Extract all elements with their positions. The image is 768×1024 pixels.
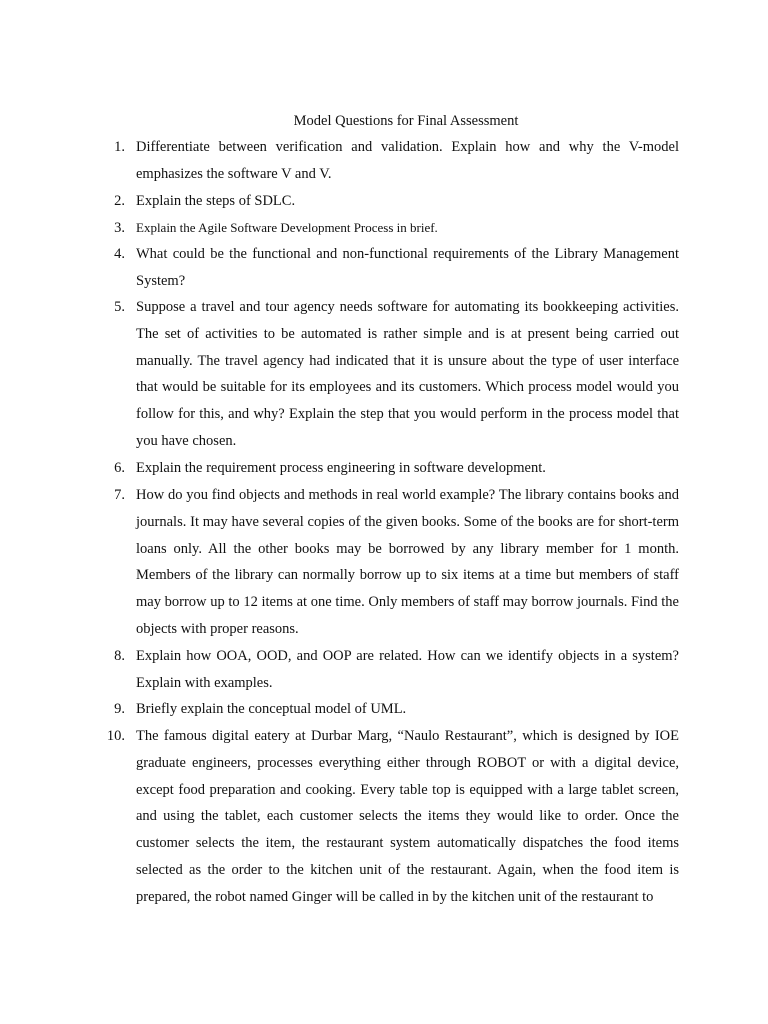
question-number: 8. <box>114 648 125 664</box>
question-text: Briefly explain the conceptual model of UML. <box>136 701 407 717</box>
question-number: 2. <box>114 193 125 209</box>
question-number: 10. <box>106 728 125 744</box>
question-number: 6. <box>114 460 125 476</box>
question-text: Explain the Agile Software Development Process in brief. <box>136 220 438 235</box>
question-text: Explain the requirement process engineering in software development. <box>136 460 546 476</box>
page-title: Model Questions for Final Assessment <box>293 113 519 129</box>
question-text: How do you find objects and methods in real world example? The library contains books and journals. It may have several copies of the given books. Some of the books are for short-term loans only. All the other books may be borrowed by any library member for 1 month. Members of the library can normally borrow up to six items at a time but members of staff may borrow up to 12 items at one time. Only members of staff may borrow journals. Find the objects with proper reasons. <box>136 487 679 637</box>
question-text: Explain the steps of SDLC. <box>136 193 296 209</box>
question-number: 5. <box>114 299 125 315</box>
question-number: 9. <box>114 701 125 717</box>
question-text: Suppose a travel and tour agency needs software for automating its bookkeeping activities. The set of activities to be automated is rather simple and is at present being carried out manually. The travel agency had indicated that it is unsure about the type of user interface that would be suitable for its employees and its customers. Which process model would you follow for this, and why? Explain the step that you would perform in the process model that you have chosen. <box>136 299 679 449</box>
question-number: 3. <box>114 220 125 236</box>
question-number: 4. <box>114 246 125 262</box>
question-text: What could be the functional and non-functional requirements of the Library Management System? <box>136 246 679 289</box>
question-text: Explain how OOA, OOD, and OOP are related. How can we identify objects in a system? Explain with examples. <box>136 648 679 691</box>
question-text: The famous digital eatery at Durbar Marg, “Naulo Restaurant”, which is designed by IOE graduate engineers, processes everything either through ROBOT or with a digital device, except food preparation and cooking. Every table top is equipped with a large tablet screen, and using the tablet, each customer selects the items they would like to order. Once the customer selects the item, the restaurant system automatically dispatches the food items selected as the order to the kitchen unit of the restaurant. Again, when the food item is prepared, the robot named Ginger will be called in by the kitchen unit of the restaurant to <box>136 728 679 905</box>
question-number: 1. <box>114 139 125 155</box>
question-number: 7. <box>114 487 125 503</box>
question-text: Differentiate between verification and validation. Explain how and why the V-model emphasizes the software V and V. <box>136 139 679 182</box>
